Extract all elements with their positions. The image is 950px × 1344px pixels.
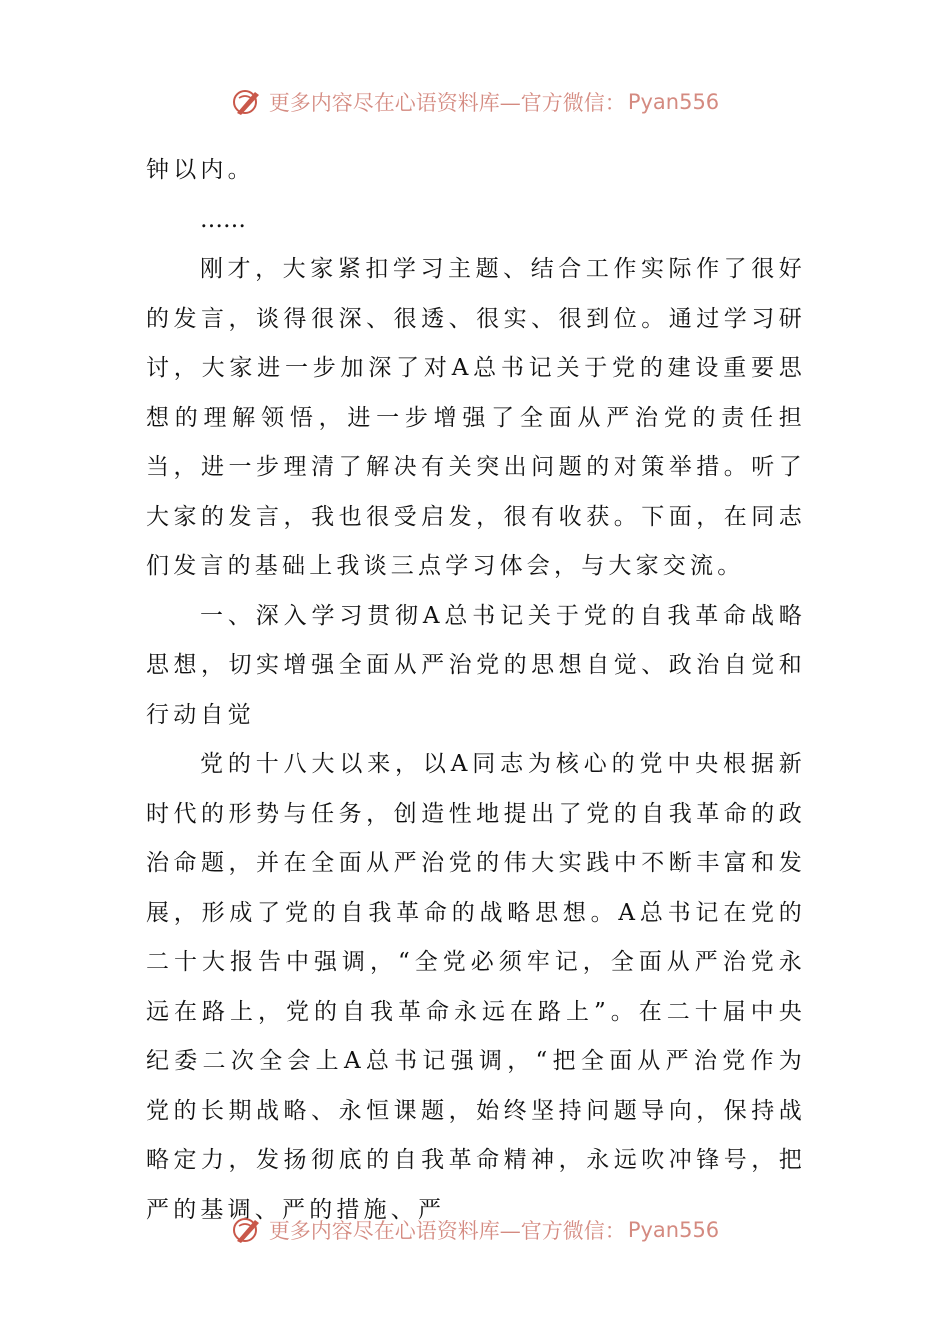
watermark-text: 更多内容尽在心语资料库—官方微信： [268,91,626,115]
watermark-text: 更多内容尽在心语资料库—官方微信： [268,1219,626,1243]
paragraph-section-1-body: 党的十八大以来，以A同志为核心的党中央根据新时代的形势与任务，创造性地提出了党的自我革命的政治命题，并在全面从严治党的伟大实践中不断丰富和发展，形成了党的自我革命的战略思想。A总书记在党的二十大报告中强调，“全党必须牢记，全面从严治党永远在路上，党的自我革命永远在路上”。在二十届中央纪委二次全会上A总书记强调，“把全面从严治党作为党的长期战略、永恒课题，始终坚持问题导向，保持战略定力，发扬彻底的自我革命精神，永远吹冲锋号，把严的基调、严的措施、严 [146,751,806,1223]
paragraph-ellipsis: …… [200,206,246,233]
paragraph-continuation: 钟以内。 [146,157,255,183]
paragraph-intro: 刚才，大家紧扣学习主题、结合工作实际作了很好的发言，谈得很深、很透、很实、很到位。通过学习研讨，大家进一步加深了对A总书记关于党的建设重要思想的理解领悟，进一步增强了全面从严治党的责任担当，进一步理清了解决有关突出问题的对策举措。听了大家的发言，我也很受启发，很有收获。下面，在同志们发言的基础上我谈三点学习体会，与大家交流。 [146,256,806,579]
watermark-footer [0,1210,950,1250]
document-body [146,146,806,1235]
watermark-header [0,82,950,122]
pen-logo-icon [231,86,263,118]
pen-logo-icon [231,1214,263,1246]
section-heading-1: 一、深入学习贯彻A总书记关于党的自我革命战略思想，切实增强全面从严治党的思想自觉、政治自觉和行动自觉 [146,602,806,728]
watermark-wechat-id: Pyan556 [627,90,720,114]
watermark-wechat-id: Pyan556 [627,1218,720,1242]
